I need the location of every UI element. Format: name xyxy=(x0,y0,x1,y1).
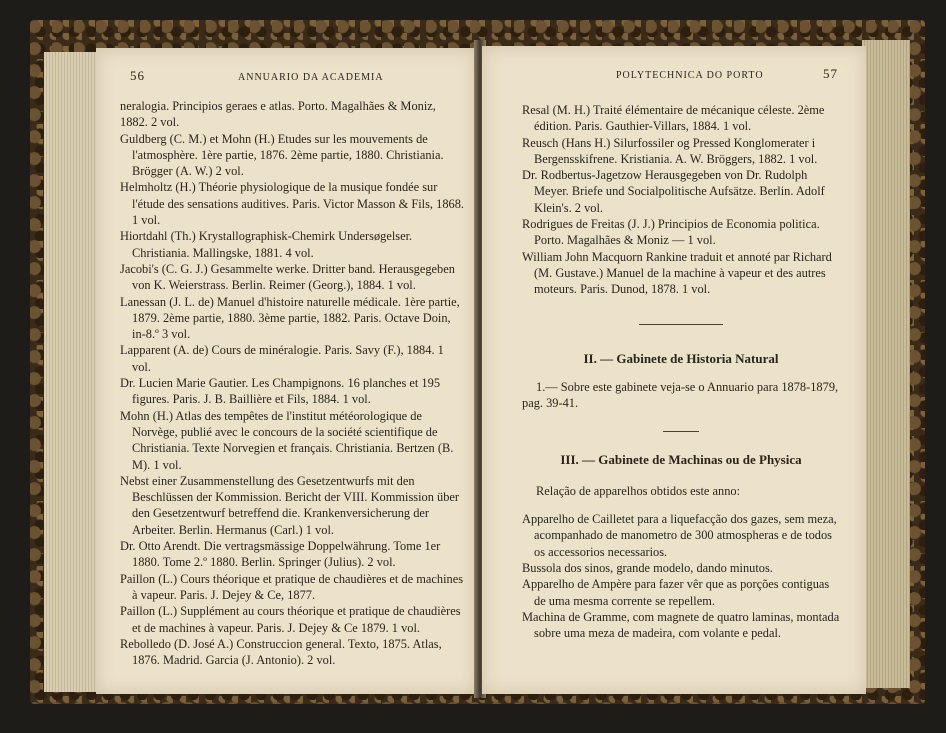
section-heading: III. — Gabinete de Machinas ou de Physica xyxy=(560,452,802,468)
entry: Jacobi's (C. G. J.) Gesammelte werke. Dritter band. Herausgegeben von K. Weierstrass. Berlin. Reimer (Georg.), 1884. 1 vol. xyxy=(120,261,455,293)
entry: Rebolledo (D. José A.) Construccion general. Texto, 1875. Atlas, 1876. Madrid. Garcia (J. Antonio). 2 vol. xyxy=(120,636,442,668)
entry: Lanessan (J. L. de) Manuel d'histoire naturelle médicale. 1ère partie, 1879. 2ème partie, 1880. 3ème partie, 1882. Paris. Octave Doin, in-8.º 3 vol. xyxy=(120,294,460,342)
left-running-head xyxy=(120,70,458,90)
entry: Reusch (Hans H.) Silurfossiler og Pressed Konglomerater i Bergensskifrene. Kristiania. A. W. Bröggers, 1882. 1 vol. xyxy=(522,135,818,166)
left-page xyxy=(96,48,476,694)
section-heading: II. — Gabinete de Historia Natural xyxy=(583,350,779,366)
right-running-title: POLYTECHNICA DO PORTO xyxy=(616,70,764,81)
section-divider xyxy=(639,324,723,325)
list-item: Bussola dos sinos, grande modelo, dando minutos. xyxy=(522,560,773,575)
entry: Dr. Otto Arendt. Die vertragsmässige Doppelwährung. Tome 1er 1880. Tome 2.º 1880. Berlin. Springer (Julius). 2 vol. xyxy=(120,539,441,570)
right-page xyxy=(482,46,866,694)
entry: Paillon (L.) Cours théorique et pratique de chaudières et de machines à vapeur. Paris. J. Dejey & Ce, 1877. xyxy=(120,571,464,602)
entry: Hiortdahl (Th.) Krystallographisk-Chemirk Undersøgelser. Christiania. Mallingske, 1881. 4 vol. xyxy=(120,229,413,260)
entry: William John Macquorn Rankine traduit et annoté par Richard (M. Gustave.) Manuel de la machine à vapeur et des autres moteurs. Paris. Dunod, 1878. 1 vol. xyxy=(522,249,832,297)
page-edges-right xyxy=(862,40,910,688)
entry: Lapparent (A. de) Cours de minéralogie. Paris. Savy (F.), 1884. 1 vol. xyxy=(120,343,444,374)
right-page-body xyxy=(522,102,840,641)
section-paragraph: 1.— Sobre este gabinete veja-se o Annuario para 1878-1879, pag. 39-41. xyxy=(522,379,839,411)
page-edges-left xyxy=(44,52,102,692)
entry: neralogia. Principios geraes e atlas. Porto. Magalhães & Moniz, 1882. 2 vol. xyxy=(120,99,436,130)
entry: Rodrigues de Freitas (J. J.) Principios de Economia politica. Porto. Magalhães & Moniz — 1 vol. xyxy=(522,217,820,248)
list-item: Apparelho de Cailletet para a liquefacção dos gazes, sem meza, acompanhado de manometro de 300 atmospheras e de todos os accessorios necessarios. xyxy=(522,512,837,559)
right-page-number: 57 xyxy=(823,66,838,81)
left-running-title: ANNUARIO DA ACADEMIA xyxy=(238,72,384,83)
entry: Mohn (H.) Atlas des tempêtes de l'institut météorologique de Norvège, publié avec le concours de la société scientifique de Christiania. Texte Norvegien et français. Christiania. Bertzen (B. M). 1 vol. xyxy=(120,408,454,472)
section-intro: Relação de apparelhos obtidos este anno: xyxy=(536,483,741,498)
entry: Guldberg (C. M.) et Mohn (H.) Etudes sur les mouvements de l'atmosphère. 1ère partie, 1876. 2ème partie, 1880. Christiania. Brögger (A. W.) 2 vol. xyxy=(120,131,444,179)
entry: Nebst einer Zusammenstellung des Gesetzentwurfs mit den Beschlüssen der Kommission. Bericht der VIII. Kommission über den Gesetzentwurf betreffend die. Krankenversicherung der Arbeiter. Berlin. Hermanus (Carl.) 1 vol. xyxy=(120,473,460,537)
right-running-head xyxy=(506,68,848,88)
entry: Helmholtz (H.) Théorie physiologique de la musique fondée sur l'étude des sensations auditives. Paris. Victor Masson & Fils, 1868. 1 vol. xyxy=(120,180,464,228)
entry: Dr. Rodbertus-Jagetzow Herausgegeben von Dr. Rudolph Meyer. Briefe und Socialpolitische Aufsätze. Berlin. Adolf Klein's. 2 vol. xyxy=(522,168,825,215)
left-page-number: 56 xyxy=(130,68,145,83)
list-item: Machina de Gramme, com magnete de quatro laminas, montada sobre uma meza de madeira, com volante e pedal. xyxy=(522,609,840,641)
section-divider xyxy=(663,431,699,432)
left-page-body xyxy=(120,98,464,668)
entry: Dr. Lucien Marie Gautier. Les Champignons. 16 planches et 195 figures. Paris. J. B. Baillière et Fils, 1884. 1 vol. xyxy=(120,376,441,407)
entry: Paillon (L.) Supplément au cours théorique et pratique de chaudières et de machines à vapeur. Paris. J. Dejey & Ce 1879. 1 vol. xyxy=(120,604,461,635)
entry: Resal (M. H.) Traité élémentaire de mécanique céleste. 2ème édition. Paris. Gauthier-Villars, 1884. 1 vol. xyxy=(522,103,825,134)
list-item: Apparelho de Ampère para fazer vêr que as porções contiguas de uma mesma corrente se repellem. xyxy=(522,577,830,608)
